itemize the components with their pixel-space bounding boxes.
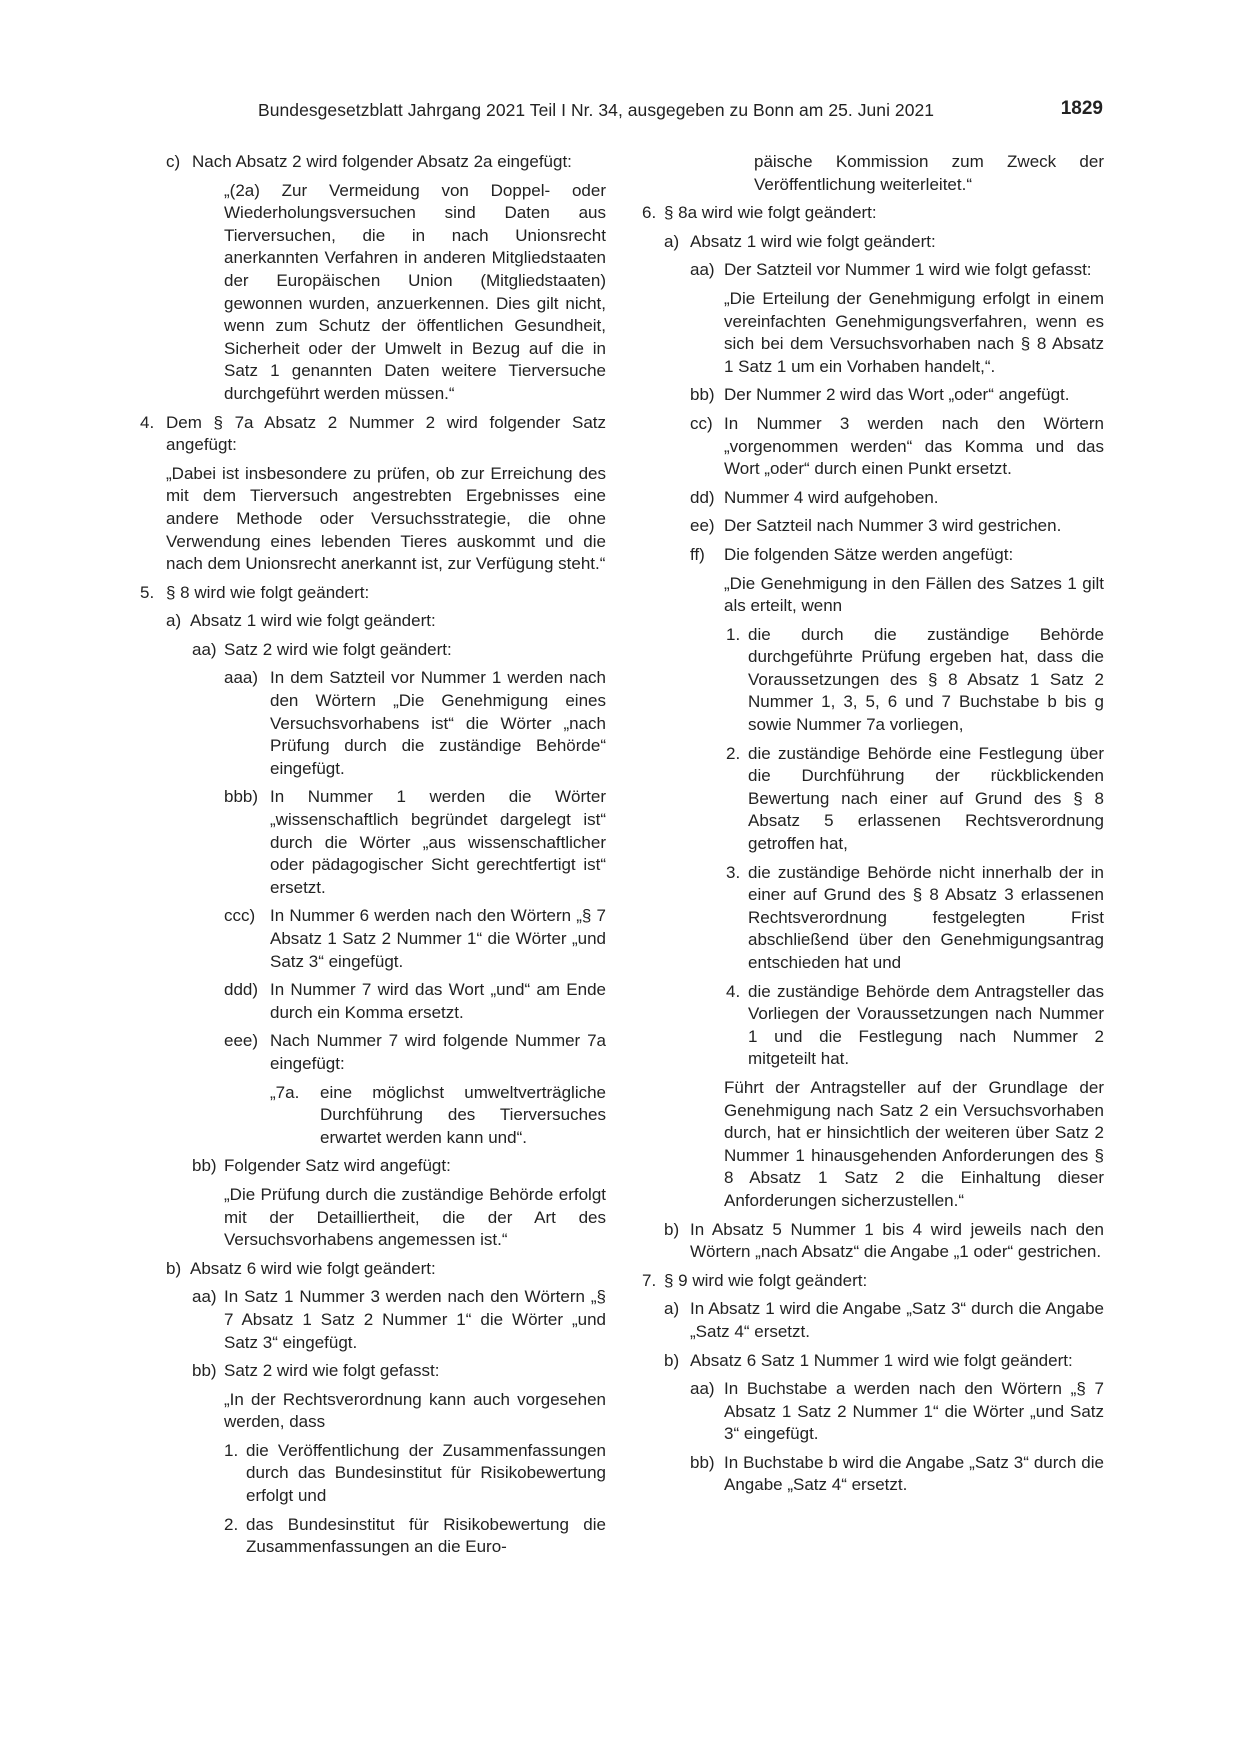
item-text: Absatz 6 wird wie folgt geändert: xyxy=(190,1258,436,1278)
item-text: Satz 2 wird wie folgt geändert: xyxy=(224,639,452,659)
item-text: Absatz 1 wird wie folgt geändert: xyxy=(190,611,436,631)
item-text: In Buchstabe a werden nach den Wörtern „§ 7 Absatz 1 Satz 2 Nummer 1“ die Wörter „und Satz 3“ eingefügt. xyxy=(724,1379,1104,1444)
item-text: die durch die zuständige Behörde durchgeführte Prüfung ergeben hat, dass die Voraussetzungen des § 8 Absatz 1 Satz 2 Nummer 1, 3, 5, 6 und 7 Buchstabe b bis g sowie Nummer 7a vorliegen, xyxy=(748,624,1104,735)
quote-block: „In der Rechtsverordnung kann auch vorgesehen werden, dass xyxy=(224,1389,606,1432)
quote-block: „Die Erteilung der Genehmigung erfolgt in einem vereinfachten Genehmigungsverfahren, wenn es sich bei dem Versuchsvorhaben nach § 8 Absatz 1 Satz 1 um ein Vorhaben handelt,“. xyxy=(724,288,1104,376)
right-column xyxy=(638,151,1104,1503)
item-4 xyxy=(140,412,606,457)
item-label: aa) xyxy=(690,1379,715,1399)
item-text: Nach Nummer 7 wird folgende Nummer 7a eingefügt: xyxy=(270,1031,606,1073)
item-label: b) xyxy=(664,1219,680,1239)
item-ff-2 xyxy=(638,743,1104,856)
item-text: Der Satzteil vor Nummer 1 wird wie folgt gefasst: xyxy=(724,260,1092,280)
quote-block: „Die Genehmigung in den Fällen des Satzes 1 gilt als erteilt, wenn xyxy=(724,573,1104,616)
item-label: aa) xyxy=(192,639,217,659)
item-5b-bb xyxy=(140,1360,606,1383)
item-label: b) xyxy=(166,1258,182,1278)
item-text: In Nummer 7 wird das Wort „und“ am Ende durch ein Komma ersetzt. xyxy=(270,980,606,1022)
item-ff-1 xyxy=(638,624,1104,737)
quote-block: „(2a) Zur Vermeidung von Doppel- oder Wiederholungsversuchen sind Daten aus Tierversuchen, die in nach Unionsrecht anerkannten Verfahren in anderen Mitgliedstaaten der Europäischen Union (Mitgliedstaaten) gewonnen wurden, anzuerkennen. Dies gilt nicht, wenn zum Schutz der öffentlichen Gesundheit, Sicherheit oder der Umwelt in Bezug auf die in Satz 1 genannten Daten weitere Tierversuche durchgeführt werden müssen.“ xyxy=(224,180,606,403)
item-text: In Buchstabe b wird die Angabe „Satz 3“ durch die Angabe „Satz 4“ ersetzt. xyxy=(724,1452,1104,1495)
page-header xyxy=(258,100,1103,124)
item-label: 4. xyxy=(726,981,741,1001)
item-text: In dem Satzteil vor Nummer 1 werden nach den Wörtern „Die Genehmigung eines Versuchsvorhabens ist“ die Wörter „nach Prüfung durch die zuständige Behörde“ eingefügt. xyxy=(270,668,606,778)
quote-item-7a xyxy=(140,1082,606,1150)
item-label: „7a. xyxy=(270,1082,300,1102)
item-label: aa) xyxy=(690,260,715,280)
item-text: Folgender Satz wird angefügt: xyxy=(224,1156,451,1176)
item-text: In Nummer 6 werden nach den Wörtern „§ 7 Absatz 1 Satz 2 Nummer 1“ die Wörter „und Satz 3“ eingefügt. xyxy=(270,906,606,971)
item-6a-ff xyxy=(638,544,1104,567)
item-label: a) xyxy=(664,231,680,251)
item-label: cc) xyxy=(690,413,713,433)
item-text: Der Nummer 2 wird das Wort „oder“ angefügt. xyxy=(724,385,1070,405)
item-7a xyxy=(638,1298,1104,1343)
item-label: 2. xyxy=(726,743,741,763)
item-label: bbb) xyxy=(224,787,259,807)
item-aaa xyxy=(140,667,606,780)
item-text: In Nummer 3 werden nach den Wörtern „vorgenommen werden“ das Komma und das Wort „oder“ durch einen Punkt ersetzt. xyxy=(724,413,1104,479)
continued-text: päische Kommission zum Zweck der Veröffentlichung weiterleitet.“ xyxy=(754,152,1104,194)
item-label: a) xyxy=(166,611,182,631)
item-label: ff) xyxy=(690,544,705,564)
item-label: c) xyxy=(166,152,181,171)
item-label: eee) xyxy=(224,1031,259,1051)
item-label: 7. xyxy=(642,1270,657,1290)
item-7 xyxy=(638,1270,1104,1293)
item-text: § 8 wird wie folgt geändert: xyxy=(166,582,370,602)
item-label: bb) xyxy=(690,1452,715,1472)
item-ff-4 xyxy=(638,981,1104,1071)
item-text: Der Satzteil nach Nummer 3 wird gestrichen. xyxy=(724,516,1062,536)
item-text: Absatz 1 wird wie folgt geändert: xyxy=(690,231,936,251)
item-5b xyxy=(140,1258,606,1281)
running-head: Bundesgesetzblatt Jahrgang 2021 Teil I Nr. 34, ausgegeben zu Bonn am 25. Juni 2021 xyxy=(258,100,935,120)
item-text: Die folgenden Sätze werden angefügt: xyxy=(724,544,1014,564)
item-text: In Absatz 5 Nummer 1 bis 4 wird jeweils nach den Wörtern „nach Absatz“ die Angabe „1 oder“ gestrichen. xyxy=(690,1219,1104,1262)
item-text: die zuständige Behörde dem Antragsteller das Vorliegen der Voraussetzungen nach Nummer 1 und die Festlegung nach Nummer 2 mitgeteilt hat. xyxy=(748,981,1104,1069)
item-7b-aa xyxy=(638,1378,1104,1446)
item-ff-3 xyxy=(638,862,1104,975)
item-text: eine möglichst umweltverträgliche Durchführung des Tierversuches erwartet werden kann und“. xyxy=(320,1082,606,1147)
item-text: Nummer 4 wird aufgehoben. xyxy=(724,487,939,507)
item-text: § 9 wird wie folgt geändert: xyxy=(664,1270,868,1290)
item-label: dd) xyxy=(690,487,715,507)
item-6a-bb xyxy=(638,384,1104,407)
item-label: 1. xyxy=(726,624,741,644)
item-text: In Satz 1 Nummer 3 werden nach den Wörtern „§ 7 Absatz 1 Satz 2 Nummer 1“ die Wörter „und Satz 3“ eingefügt. xyxy=(224,1287,606,1352)
item-text: § 8a wird wie folgt geändert: xyxy=(664,203,877,223)
item-7b xyxy=(638,1350,1104,1373)
item-text: Nach Absatz 2 wird folgender Absatz 2a eingefügt: xyxy=(192,152,572,171)
quote-block: „Dabei ist insbesondere zu prüfen, ob zur Erreichung des mit dem Tierversuch angestrebten Ergebnisses eine andere Methode oder Versuchsstrategie, die ohne Verwendung eines lebenden Tieres auskommt und die nach dem Unionsrecht anerkannt ist, zur Verfügung steht.“ xyxy=(166,463,606,574)
item-5a-bb xyxy=(140,1155,606,1178)
quote-block: „Die Prüfung durch die zuständige Behörde erfolgt mit der Detailliertheit, die der Art des Versuchsvorhabens angemessen ist.“ xyxy=(224,1184,606,1250)
item-label: 6. xyxy=(642,203,657,223)
item-text: Absatz 6 Satz 1 Nummer 1 wird wie folgt geändert: xyxy=(690,1350,1073,1370)
item-5b-aa xyxy=(140,1286,606,1354)
item-label: a) xyxy=(664,1299,680,1319)
item-text: In Absatz 1 wird die Angabe „Satz 3“ durch die Angabe „Satz 4“ ersetzt. xyxy=(690,1299,1104,1341)
item-label: bb) xyxy=(192,1361,217,1381)
item-7b-bb xyxy=(638,1452,1104,1497)
left-column xyxy=(140,151,606,1565)
item-bbb xyxy=(140,786,606,899)
item-label: bb) xyxy=(192,1156,217,1176)
item-5a-aa xyxy=(140,639,606,662)
item-ccc xyxy=(140,905,606,973)
item-label: ee) xyxy=(690,516,715,536)
item-6a-ee xyxy=(638,515,1104,538)
item-label: 4. xyxy=(140,412,155,432)
item-5b-bb-1 xyxy=(140,1440,606,1508)
quote-block: Führt der Antragsteller auf der Grundlage der Genehmigung nach Satz 2 ein Versuchsvorhaben durch, hat er hinsichtlich der weiteren über Satz 2 Nummer 1 hinausgehenden Anforderungen des § 8 Absatz 1 Satz 2 die Einhaltung dieser Anforderungen sicherzustellen.“ xyxy=(724,1077,1104,1210)
item-text: die zuständige Behörde eine Festlegung über die Durchführung der rückblickenden Bewertung nach einer auf Grund des § 8 Absatz 5 erlassenen Rechtsverordnung getroffen hat, xyxy=(748,743,1104,854)
item-5b-bb-2 xyxy=(140,1514,606,1559)
item-label: 2. xyxy=(224,1514,239,1534)
item-label: ddd) xyxy=(224,980,259,1000)
item-5 xyxy=(140,582,606,605)
item-6b xyxy=(638,1219,1104,1264)
item-label: 5. xyxy=(140,582,155,602)
item-label: bb) xyxy=(690,385,715,405)
item-label: aa) xyxy=(192,1287,217,1307)
page-number: 1829 xyxy=(1060,98,1103,119)
item-label: aaa) xyxy=(224,668,259,688)
item-text: Satz 2 wird wie folgt gefasst: xyxy=(224,1361,440,1381)
item-6a-cc xyxy=(638,413,1104,481)
item-6 xyxy=(638,202,1104,225)
item-c xyxy=(140,151,606,174)
item-ddd xyxy=(140,979,606,1024)
item-label: b) xyxy=(664,1350,680,1370)
item-text: die zuständige Behörde nicht innerhalb der in einer auf Grund des § 8 Absatz 3 erlassenen Rechtsverordnung festgelegten Frist abschließend über den Genehmigungsantrag entschieden hat und xyxy=(748,862,1104,972)
item-eee xyxy=(140,1030,606,1075)
item-label: ccc) xyxy=(224,906,256,926)
item-text: In Nummer 1 werden die Wörter „wissenschaftlich begründet dargelegt ist“ durch die Wörter „aus wissenschaftlicher oder pädagogischer Sicht gerechtfertigt ist“ ersetzt. xyxy=(270,787,606,897)
item-text: die Veröffentlichung der Zusammenfassungen durch das Bundesinstitut für Risikobewertung erfolgt und xyxy=(246,1440,606,1506)
item-5a xyxy=(140,610,606,633)
item-6a-aa xyxy=(638,259,1104,282)
item-label: 3. xyxy=(726,862,741,882)
item-6a-dd xyxy=(638,487,1104,510)
item-text: das Bundesinstitut für Risikobewertung die Zusammenfassungen an die Euro- xyxy=(246,1514,606,1557)
item-text: Dem § 7a Absatz 2 Nummer 2 wird folgender Satz angefügt: xyxy=(166,412,606,455)
item-label: 1. xyxy=(224,1440,239,1460)
item-6a xyxy=(638,231,1104,254)
